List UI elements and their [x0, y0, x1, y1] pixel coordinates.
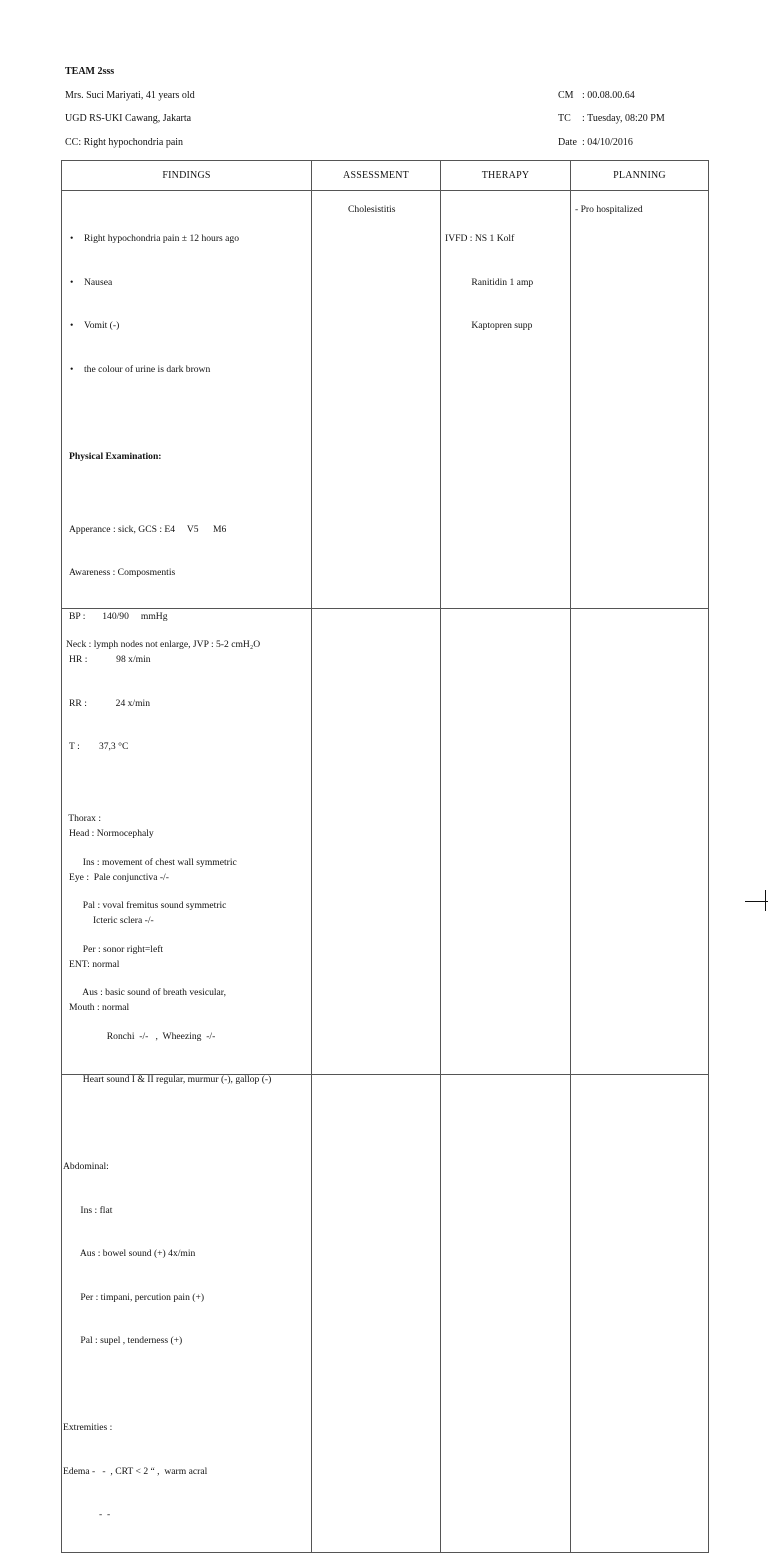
- finding-item: • Nausea: [64, 276, 311, 291]
- patient-name: Mrs. Suci Mariyati, 41 years old: [65, 90, 195, 101]
- chief-complaint: CC: Right hypochondria pain: [65, 137, 184, 148]
- therapy-cell-continued: [441, 609, 571, 1553]
- finding-item: • Right hypochondria pain ± 12 hours ago: [64, 232, 311, 247]
- soap-table-page2: [61, 608, 709, 1553]
- planning-text: - Pro hospitalized: [575, 204, 643, 215]
- cm-value: : 00.08.00.64: [582, 90, 635, 101]
- exam-line: Per : timpani, percution pain (+): [66, 1291, 205, 1303]
- column-header-planning: PLANNING: [571, 161, 709, 191]
- exam-line: Per : sonor right=left: [66, 943, 164, 955]
- exam-line: Edema - - , CRT < 2 “ , warm acral: [63, 1465, 208, 1477]
- exam-line: Thorax :: [66, 813, 101, 824]
- exam-line: [66, 725, 311, 740]
- patient-location: UGD RS-UKI Cawang, Jakarta: [65, 113, 192, 124]
- date-label: Date: [558, 137, 577, 148]
- exam-line: Icteric sclera -/-: [69, 915, 154, 926]
- findings-cell-continued: [62, 609, 312, 1553]
- finding-item: • Vomit (-): [64, 319, 311, 334]
- exam-line: ENT: normal: [69, 958, 120, 970]
- exam-line: [66, 769, 311, 784]
- therapy-line: IVFD : NS 1 Kolf: [445, 233, 515, 244]
- exam-line: [66, 1117, 311, 1132]
- exam-line: T : 37,3 °C: [69, 741, 129, 752]
- exam-line: HR : 98 x/min: [69, 654, 151, 665]
- exam-line: Heart sound I & II regular, murmur (-), gallop (-): [66, 1074, 272, 1085]
- therapy-line: Ranitidin 1 amp: [445, 276, 534, 288]
- exam-line: Mouth : normal: [69, 1002, 130, 1013]
- date-value: : 04/10/2016: [582, 137, 633, 148]
- exam-line: Awareness : Composmentis: [69, 567, 176, 578]
- finding-item: • the colour of urine is dark brown: [64, 363, 311, 378]
- exam-line: Pal : voval fremitus sound symmetric: [66, 900, 227, 911]
- exam-line: Ins : flat: [66, 1204, 113, 1216]
- exam-line: Head : Normocephaly: [69, 828, 154, 839]
- column-header-therapy: THERAPY: [441, 161, 571, 191]
- exam-line: Pal : supel , tenderness (+): [66, 1335, 183, 1346]
- team-title: TEAM 2sss: [65, 66, 115, 77]
- exam-line: Neck : lymph nodes not enlarge, JVP : 5-2 cmH₂O: [66, 639, 261, 650]
- exam-line: - -: [63, 1509, 111, 1520]
- exam-line: RR : 24 x/min: [69, 697, 151, 709]
- exam-line: Abdominal:: [63, 1161, 109, 1172]
- therapy-line: Kaptopren supp: [445, 320, 533, 331]
- exam-line: Aus : basic sound of breath vesicular,: [66, 987, 227, 998]
- exam-line: [66, 1378, 311, 1393]
- exam-line: Eye : Pale conjunctiva -/-: [69, 871, 169, 883]
- column-header-findings: FINDINGS: [62, 161, 312, 191]
- cm-label: CM: [558, 90, 574, 101]
- exam-line: Ronchi -/- , Wheezing -/-: [66, 1030, 216, 1042]
- exam-line: Aus : bowel sound (+) 4x/min: [66, 1248, 196, 1259]
- exam-line: Ins : movement of chest wall symmetric: [66, 856, 237, 868]
- exam-line: Extremities :: [63, 1422, 113, 1433]
- exam-line: Apperance : sick, GCS : E4 V5 M6: [69, 523, 227, 535]
- tc-value: : Tuesday, 08:20 PM: [582, 113, 665, 124]
- exam-line: BP : 140/90 mmHg: [69, 610, 168, 622]
- assessment-text: Cholesistitis: [348, 204, 396, 215]
- assessment-cell-continued: [312, 609, 441, 1553]
- planning-cell-continued: [571, 609, 709, 1553]
- physical-exam-title: Physical Examination:: [69, 451, 162, 462]
- column-header-assessment: ASSESSMENT: [312, 161, 441, 191]
- exam-line: [66, 682, 311, 697]
- table-resize-marker-vertical: [765, 890, 766, 911]
- tc-label: TC: [558, 113, 571, 124]
